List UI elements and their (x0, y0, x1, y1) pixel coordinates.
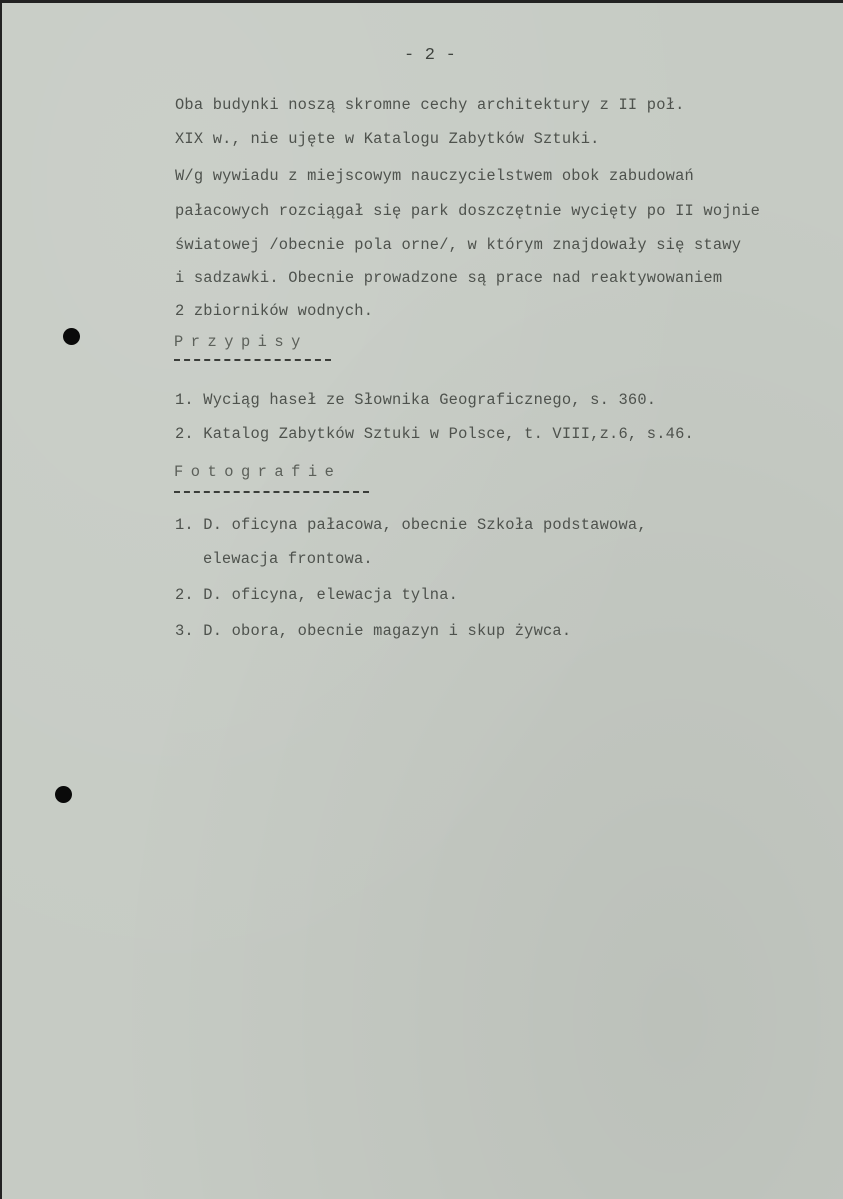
footnote-item: 2. Katalog Zabytków Sztuki w Polsce, t. VIII,z.6, s.46. (175, 425, 694, 443)
body-line: XIX w., nie ujęte w Katalogu Zabytków Sztuki. (175, 130, 600, 148)
photo-item: 3. D. obora, obecnie magazyn i skup żywca. (175, 622, 572, 640)
punch-hole-bottom (55, 786, 72, 803)
page-number: - 2 - (404, 46, 457, 65)
footnote-item: 1. Wyciąg haseł ze Słownika Geograficznego, s. 360. (175, 391, 657, 409)
photos-heading-underline (174, 491, 369, 493)
body-line: światowej /obecnie pola orne/, w którym znajdowały się stawy (175, 236, 742, 254)
body-line: i sadzawki. Obecnie prowadzone są prace nad reaktywowaniem (175, 269, 723, 287)
body-line: 2 zbiorników wodnych. (175, 302, 374, 320)
footnotes-heading: Przypisy (174, 333, 308, 351)
photos-heading: Fotografie (174, 463, 342, 481)
photo-item-continuation: elewacja frontowa. (203, 550, 373, 568)
body-line: W/g wywiadu z miejscowym nauczycielstwem obok zabudowań (175, 167, 694, 185)
photo-item: 2. D. oficyna, elewacja tylna. (175, 586, 459, 604)
photo-item: 1. D. oficyna pałacowa, obecnie Szkoła podstawowa, (175, 516, 647, 534)
body-line: pałacowych rozciągał się park doszczętnie wycięty po II wojnie (175, 202, 761, 220)
footnotes-heading-underline (174, 359, 331, 361)
punch-hole-top (63, 328, 80, 345)
body-line: Oba budynki noszą skromne cechy architektury z II poł. (175, 96, 685, 114)
